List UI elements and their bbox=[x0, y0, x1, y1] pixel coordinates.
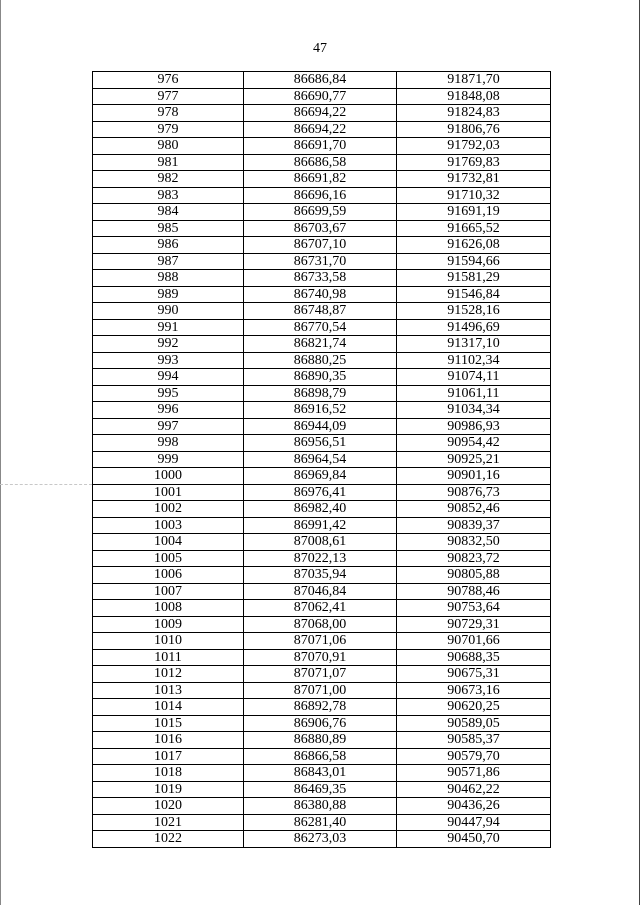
y-coordinate-cell: 91102,34 bbox=[397, 352, 551, 369]
x-coordinate-cell: 87046,84 bbox=[244, 583, 397, 600]
x-coordinate-cell: 87070,91 bbox=[244, 649, 397, 666]
point-number-cell: 1017 bbox=[93, 748, 244, 765]
x-coordinate-cell: 86707,10 bbox=[244, 237, 397, 254]
y-coordinate-cell: 90462,22 bbox=[397, 781, 551, 798]
y-coordinate-cell: 90823,72 bbox=[397, 550, 551, 567]
table-row bbox=[93, 253, 551, 270]
point-number-cell: 1003 bbox=[93, 517, 244, 534]
point-number-cell: 981 bbox=[93, 154, 244, 171]
x-coordinate-cell: 86976,41 bbox=[244, 484, 397, 501]
point-number-cell: 1018 bbox=[93, 765, 244, 782]
y-coordinate-cell: 91732,81 bbox=[397, 171, 551, 188]
point-number-cell: 978 bbox=[93, 105, 244, 122]
table-row bbox=[93, 418, 551, 435]
table-row bbox=[93, 154, 551, 171]
y-coordinate-cell: 90986,93 bbox=[397, 418, 551, 435]
table-row bbox=[93, 220, 551, 237]
y-coordinate-cell: 91594,66 bbox=[397, 253, 551, 270]
x-coordinate-cell: 86691,70 bbox=[244, 138, 397, 155]
x-coordinate-cell: 86982,40 bbox=[244, 501, 397, 518]
x-coordinate-cell: 86696,16 bbox=[244, 187, 397, 204]
point-number-cell: 980 bbox=[93, 138, 244, 155]
table-row bbox=[93, 699, 551, 716]
table-row bbox=[93, 501, 551, 518]
x-coordinate-cell: 86731,70 bbox=[244, 253, 397, 270]
y-coordinate-cell: 91769,83 bbox=[397, 154, 551, 171]
x-coordinate-cell: 86770,54 bbox=[244, 319, 397, 336]
y-coordinate-cell: 91034,34 bbox=[397, 402, 551, 419]
table-row bbox=[93, 435, 551, 452]
y-coordinate-cell: 91848,08 bbox=[397, 88, 551, 105]
point-number-cell: 984 bbox=[93, 204, 244, 221]
y-coordinate-cell: 90688,35 bbox=[397, 649, 551, 666]
table-row bbox=[93, 798, 551, 815]
point-number-cell: 1013 bbox=[93, 682, 244, 699]
y-coordinate-cell: 91581,29 bbox=[397, 270, 551, 287]
y-coordinate-cell: 90585,37 bbox=[397, 732, 551, 749]
table-row bbox=[93, 765, 551, 782]
point-number-cell: 986 bbox=[93, 237, 244, 254]
x-coordinate-cell: 86880,25 bbox=[244, 352, 397, 369]
y-coordinate-cell: 91824,83 bbox=[397, 105, 551, 122]
y-coordinate-cell: 90579,70 bbox=[397, 748, 551, 765]
table-row bbox=[93, 649, 551, 666]
x-coordinate-cell: 86694,22 bbox=[244, 121, 397, 138]
y-coordinate-cell: 90571,86 bbox=[397, 765, 551, 782]
point-number-cell: 977 bbox=[93, 88, 244, 105]
point-number-cell: 1008 bbox=[93, 600, 244, 617]
table-row bbox=[93, 484, 551, 501]
y-coordinate-cell: 91665,52 bbox=[397, 220, 551, 237]
point-number-cell: 1004 bbox=[93, 534, 244, 551]
table-row bbox=[93, 666, 551, 683]
table-row bbox=[93, 517, 551, 534]
x-coordinate-cell: 86969,84 bbox=[244, 468, 397, 485]
table-row bbox=[93, 187, 551, 204]
x-coordinate-cell: 86748,87 bbox=[244, 303, 397, 320]
coordinates-table-body bbox=[93, 72, 551, 848]
table-row bbox=[93, 204, 551, 221]
table-row bbox=[93, 385, 551, 402]
x-coordinate-cell: 87068,00 bbox=[244, 616, 397, 633]
point-number-cell: 994 bbox=[93, 369, 244, 386]
x-coordinate-cell: 87035,94 bbox=[244, 567, 397, 584]
point-number-cell: 996 bbox=[93, 402, 244, 419]
table-row bbox=[93, 369, 551, 386]
x-coordinate-cell: 86916,52 bbox=[244, 402, 397, 419]
x-coordinate-cell: 86469,35 bbox=[244, 781, 397, 798]
point-number-cell: 1021 bbox=[93, 814, 244, 831]
x-coordinate-cell: 86740,98 bbox=[244, 286, 397, 303]
x-coordinate-cell: 87062,41 bbox=[244, 600, 397, 617]
y-coordinate-cell: 91317,10 bbox=[397, 336, 551, 353]
table-row bbox=[93, 336, 551, 353]
point-number-cell: 993 bbox=[93, 352, 244, 369]
point-number-cell: 1012 bbox=[93, 666, 244, 683]
point-number-cell: 1016 bbox=[93, 732, 244, 749]
x-coordinate-cell: 86964,54 bbox=[244, 451, 397, 468]
page-border-left bbox=[0, 0, 1, 905]
y-coordinate-cell: 90447,94 bbox=[397, 814, 551, 831]
table-row bbox=[93, 88, 551, 105]
point-number-cell: 990 bbox=[93, 303, 244, 320]
y-coordinate-cell: 90901,16 bbox=[397, 468, 551, 485]
scan-fold-mark bbox=[0, 484, 92, 485]
y-coordinate-cell: 90673,16 bbox=[397, 682, 551, 699]
point-number-cell: 1009 bbox=[93, 616, 244, 633]
point-number-cell: 1000 bbox=[93, 468, 244, 485]
table-row bbox=[93, 105, 551, 122]
point-number-cell: 982 bbox=[93, 171, 244, 188]
table-row bbox=[93, 138, 551, 155]
table-row bbox=[93, 814, 551, 831]
table-row bbox=[93, 600, 551, 617]
x-coordinate-cell: 86686,58 bbox=[244, 154, 397, 171]
table-row bbox=[93, 270, 551, 287]
y-coordinate-cell: 91871,70 bbox=[397, 72, 551, 89]
y-coordinate-cell: 91691,19 bbox=[397, 204, 551, 221]
table-row bbox=[93, 583, 551, 600]
x-coordinate-cell: 86898,79 bbox=[244, 385, 397, 402]
y-coordinate-cell: 90839,37 bbox=[397, 517, 551, 534]
point-number-cell: 976 bbox=[93, 72, 244, 89]
y-coordinate-cell: 90701,66 bbox=[397, 633, 551, 650]
x-coordinate-cell: 86821,74 bbox=[244, 336, 397, 353]
table-row bbox=[93, 732, 551, 749]
table-row bbox=[93, 121, 551, 138]
point-number-cell: 988 bbox=[93, 270, 244, 287]
y-coordinate-cell: 90954,42 bbox=[397, 435, 551, 452]
x-coordinate-cell: 86273,03 bbox=[244, 831, 397, 848]
y-coordinate-cell: 91528,16 bbox=[397, 303, 551, 320]
y-coordinate-cell: 91074,11 bbox=[397, 369, 551, 386]
point-number-cell: 985 bbox=[93, 220, 244, 237]
point-number-cell: 1002 bbox=[93, 501, 244, 518]
table-row bbox=[93, 468, 551, 485]
point-number-cell: 1022 bbox=[93, 831, 244, 848]
y-coordinate-cell: 90805,88 bbox=[397, 567, 551, 584]
table-row bbox=[93, 319, 551, 336]
y-coordinate-cell: 90675,31 bbox=[397, 666, 551, 683]
x-coordinate-cell: 86866,58 bbox=[244, 748, 397, 765]
table-row bbox=[93, 616, 551, 633]
x-coordinate-cell: 86281,40 bbox=[244, 814, 397, 831]
table-row bbox=[93, 831, 551, 848]
point-number-cell: 995 bbox=[93, 385, 244, 402]
point-number-cell: 983 bbox=[93, 187, 244, 204]
table-row bbox=[93, 633, 551, 650]
y-coordinate-cell: 90852,46 bbox=[397, 501, 551, 518]
point-number-cell: 1006 bbox=[93, 567, 244, 584]
x-coordinate-cell: 86703,67 bbox=[244, 220, 397, 237]
x-coordinate-cell: 86944,09 bbox=[244, 418, 397, 435]
table-row bbox=[93, 352, 551, 369]
point-number-cell: 999 bbox=[93, 451, 244, 468]
x-coordinate-cell: 86991,42 bbox=[244, 517, 397, 534]
x-coordinate-cell: 86691,82 bbox=[244, 171, 397, 188]
table-row bbox=[93, 402, 551, 419]
point-number-cell: 1014 bbox=[93, 699, 244, 716]
table-row bbox=[93, 451, 551, 468]
table-row bbox=[93, 682, 551, 699]
point-number-cell: 998 bbox=[93, 435, 244, 452]
x-coordinate-cell: 86690,77 bbox=[244, 88, 397, 105]
point-number-cell: 1020 bbox=[93, 798, 244, 815]
point-number-cell: 1007 bbox=[93, 583, 244, 600]
point-number-cell: 979 bbox=[93, 121, 244, 138]
point-number-cell: 997 bbox=[93, 418, 244, 435]
y-coordinate-cell: 90832,50 bbox=[397, 534, 551, 551]
table-row bbox=[93, 286, 551, 303]
point-number-cell: 1001 bbox=[93, 484, 244, 501]
y-coordinate-cell: 90450,70 bbox=[397, 831, 551, 848]
y-coordinate-cell: 91626,08 bbox=[397, 237, 551, 254]
table-row bbox=[93, 567, 551, 584]
y-coordinate-cell: 90925,21 bbox=[397, 451, 551, 468]
x-coordinate-cell: 86956,51 bbox=[244, 435, 397, 452]
y-coordinate-cell: 91792,03 bbox=[397, 138, 551, 155]
table-row bbox=[93, 171, 551, 188]
y-coordinate-cell: 91496,69 bbox=[397, 319, 551, 336]
point-number-cell: 1011 bbox=[93, 649, 244, 666]
point-number-cell: 989 bbox=[93, 286, 244, 303]
x-coordinate-cell: 87071,00 bbox=[244, 682, 397, 699]
x-coordinate-cell: 86880,89 bbox=[244, 732, 397, 749]
y-coordinate-cell: 91546,84 bbox=[397, 286, 551, 303]
x-coordinate-cell: 86906,76 bbox=[244, 715, 397, 732]
y-coordinate-cell: 90753,64 bbox=[397, 600, 551, 617]
x-coordinate-cell: 86699,59 bbox=[244, 204, 397, 221]
point-number-cell: 992 bbox=[93, 336, 244, 353]
point-number-cell: 991 bbox=[93, 319, 244, 336]
y-coordinate-cell: 90788,46 bbox=[397, 583, 551, 600]
x-coordinate-cell: 86733,58 bbox=[244, 270, 397, 287]
point-number-cell: 1019 bbox=[93, 781, 244, 798]
y-coordinate-cell: 90620,25 bbox=[397, 699, 551, 716]
table-row bbox=[93, 550, 551, 567]
table-row bbox=[93, 237, 551, 254]
x-coordinate-cell: 86843,01 bbox=[244, 765, 397, 782]
point-number-cell: 1005 bbox=[93, 550, 244, 567]
x-coordinate-cell: 87071,06 bbox=[244, 633, 397, 650]
table-row bbox=[93, 303, 551, 320]
y-coordinate-cell: 91061,11 bbox=[397, 385, 551, 402]
point-number-cell: 987 bbox=[93, 253, 244, 270]
table-row bbox=[93, 534, 551, 551]
x-coordinate-cell: 86694,22 bbox=[244, 105, 397, 122]
x-coordinate-cell: 86892,78 bbox=[244, 699, 397, 716]
y-coordinate-cell: 90876,73 bbox=[397, 484, 551, 501]
y-coordinate-cell: 91806,76 bbox=[397, 121, 551, 138]
y-coordinate-cell: 90729,31 bbox=[397, 616, 551, 633]
table-row bbox=[93, 72, 551, 89]
page-number: 47 bbox=[313, 41, 327, 56]
table-row bbox=[93, 715, 551, 732]
x-coordinate-cell: 87008,61 bbox=[244, 534, 397, 551]
coordinates-table bbox=[92, 71, 551, 848]
table-row bbox=[93, 781, 551, 798]
y-coordinate-cell: 90436,26 bbox=[397, 798, 551, 815]
x-coordinate-cell: 86890,35 bbox=[244, 369, 397, 386]
x-coordinate-cell: 86380,88 bbox=[244, 798, 397, 815]
x-coordinate-cell: 87071,07 bbox=[244, 666, 397, 683]
x-coordinate-cell: 86686,84 bbox=[244, 72, 397, 89]
table-row bbox=[93, 748, 551, 765]
point-number-cell: 1015 bbox=[93, 715, 244, 732]
y-coordinate-cell: 91710,32 bbox=[397, 187, 551, 204]
y-coordinate-cell: 90589,05 bbox=[397, 715, 551, 732]
point-number-cell: 1010 bbox=[93, 633, 244, 650]
x-coordinate-cell: 87022,13 bbox=[244, 550, 397, 567]
